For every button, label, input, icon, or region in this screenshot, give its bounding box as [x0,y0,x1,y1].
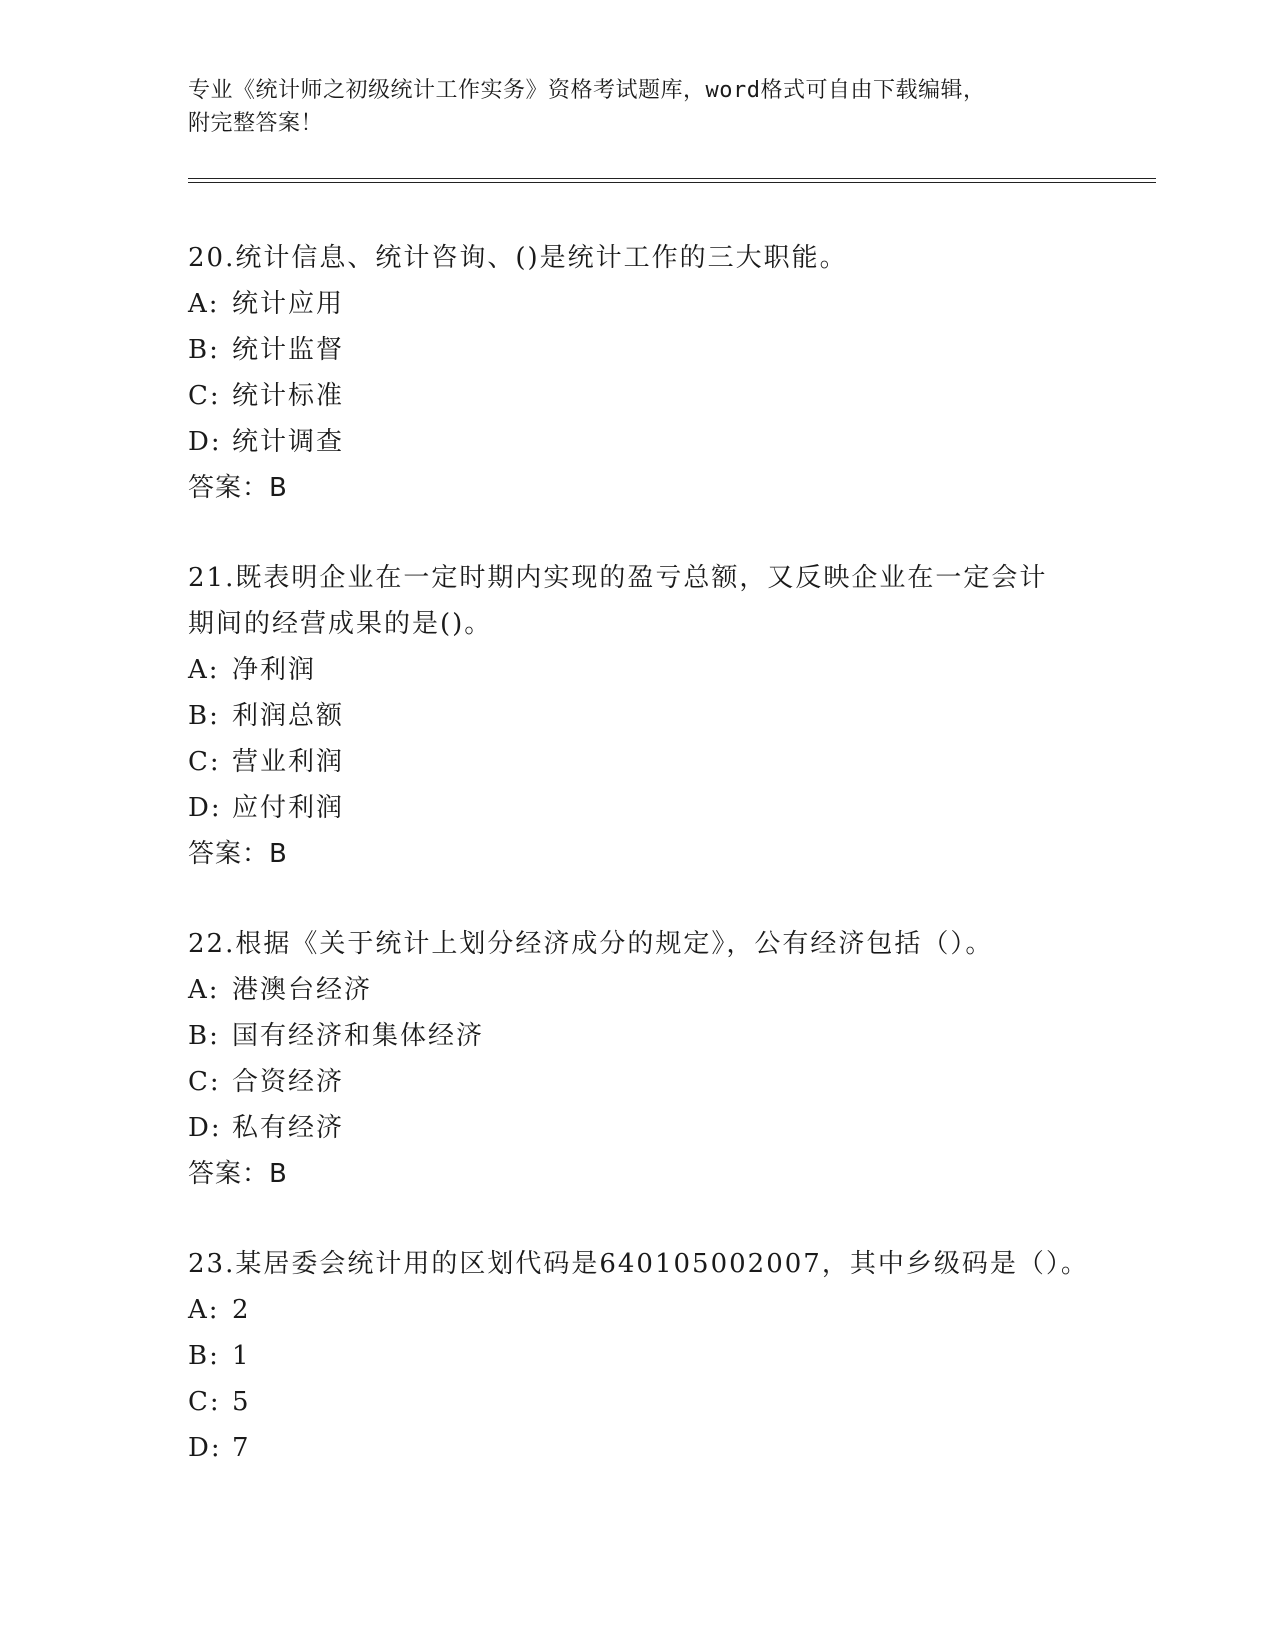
question-stem: 20.统计信息、统计咨询、()是统计工作的三大职能。 [188,243,848,273]
option-text: 合资经济 [232,1067,345,1097]
answer-option [188,1059,1156,1105]
option-text: 统计标准 [232,381,345,411]
option-text: 7 [232,1433,251,1463]
answer-option [188,739,1156,785]
option-text: 私有经济 [232,1113,345,1143]
question-list [188,235,1156,1515]
option-key: C: [188,381,221,411]
answer-line: 答案：B [188,473,288,503]
option-text: 1 [232,1341,251,1371]
option-key: B: [188,335,220,365]
option-key: A: [188,655,220,685]
option-key: D: [188,1113,222,1143]
question-stem: 期间的经营成果的是()。 [188,609,493,639]
option-text: 统计监督 [232,335,345,365]
answer-option [188,1013,1156,1059]
answer-line: 答案：B [188,1159,288,1189]
option-key: B: [188,701,220,731]
answer-option [188,647,1156,693]
question-stem: 23.某居委会统计用的区划代码是640105002007，其中乡级码是（）。 [188,1249,1089,1279]
option-text: 5 [232,1387,251,1417]
answer-option [188,1287,1156,1333]
option-key: D: [188,1433,222,1463]
answer-option [188,1425,1156,1471]
header-divider [188,178,1156,183]
document-page [188,0,1156,1650]
answer-option [188,327,1156,373]
answer-option [188,967,1156,1013]
option-text: 国有经济和集体经济 [232,1021,485,1051]
question-stem: 22.根据《关于统计上划分经济成分的规定》，公有经济包括（）。 [188,929,994,959]
question-item [188,921,1156,1197]
header-line-1: 专业《统计师之初级统计工作实务》资格考试题库，word格式可自由下载编辑， [188,78,986,103]
answer-option [188,281,1156,327]
option-key: D: [188,427,222,457]
answer-option [188,693,1156,739]
option-text: 应付利润 [232,793,345,823]
option-key: B: [188,1021,220,1051]
answer-option [188,1379,1156,1425]
answer-option [188,1105,1156,1151]
answer-option [188,419,1156,465]
option-key: C: [188,1387,221,1417]
option-text: 净利润 [232,655,317,685]
answer-option [188,785,1156,831]
document-header [188,74,1068,140]
header-line-2: 附完整答案！ [188,111,324,136]
option-key: C: [188,1067,221,1097]
option-key: D: [188,793,222,823]
question-stem: 21.既表明企业在一定时期内实现的盈亏总额，又反映企业在一定会计 [188,563,1048,593]
option-text: 营业利润 [232,747,345,777]
answer-option [188,373,1156,419]
question-item [188,235,1156,511]
option-key: A: [188,1295,220,1325]
option-key: A: [188,289,220,319]
answer-option [188,1333,1156,1379]
question-item [188,555,1156,877]
option-key: B: [188,1341,220,1371]
answer-line: 答案：B [188,839,288,869]
option-text: 统计调查 [232,427,345,457]
option-key: A: [188,975,220,1005]
option-text: 利润总额 [232,701,345,731]
option-text: 2 [232,1295,251,1325]
question-item [188,1241,1156,1471]
option-text: 港澳台经济 [232,975,373,1005]
option-text: 统计应用 [232,289,345,319]
option-key: C: [188,747,221,777]
